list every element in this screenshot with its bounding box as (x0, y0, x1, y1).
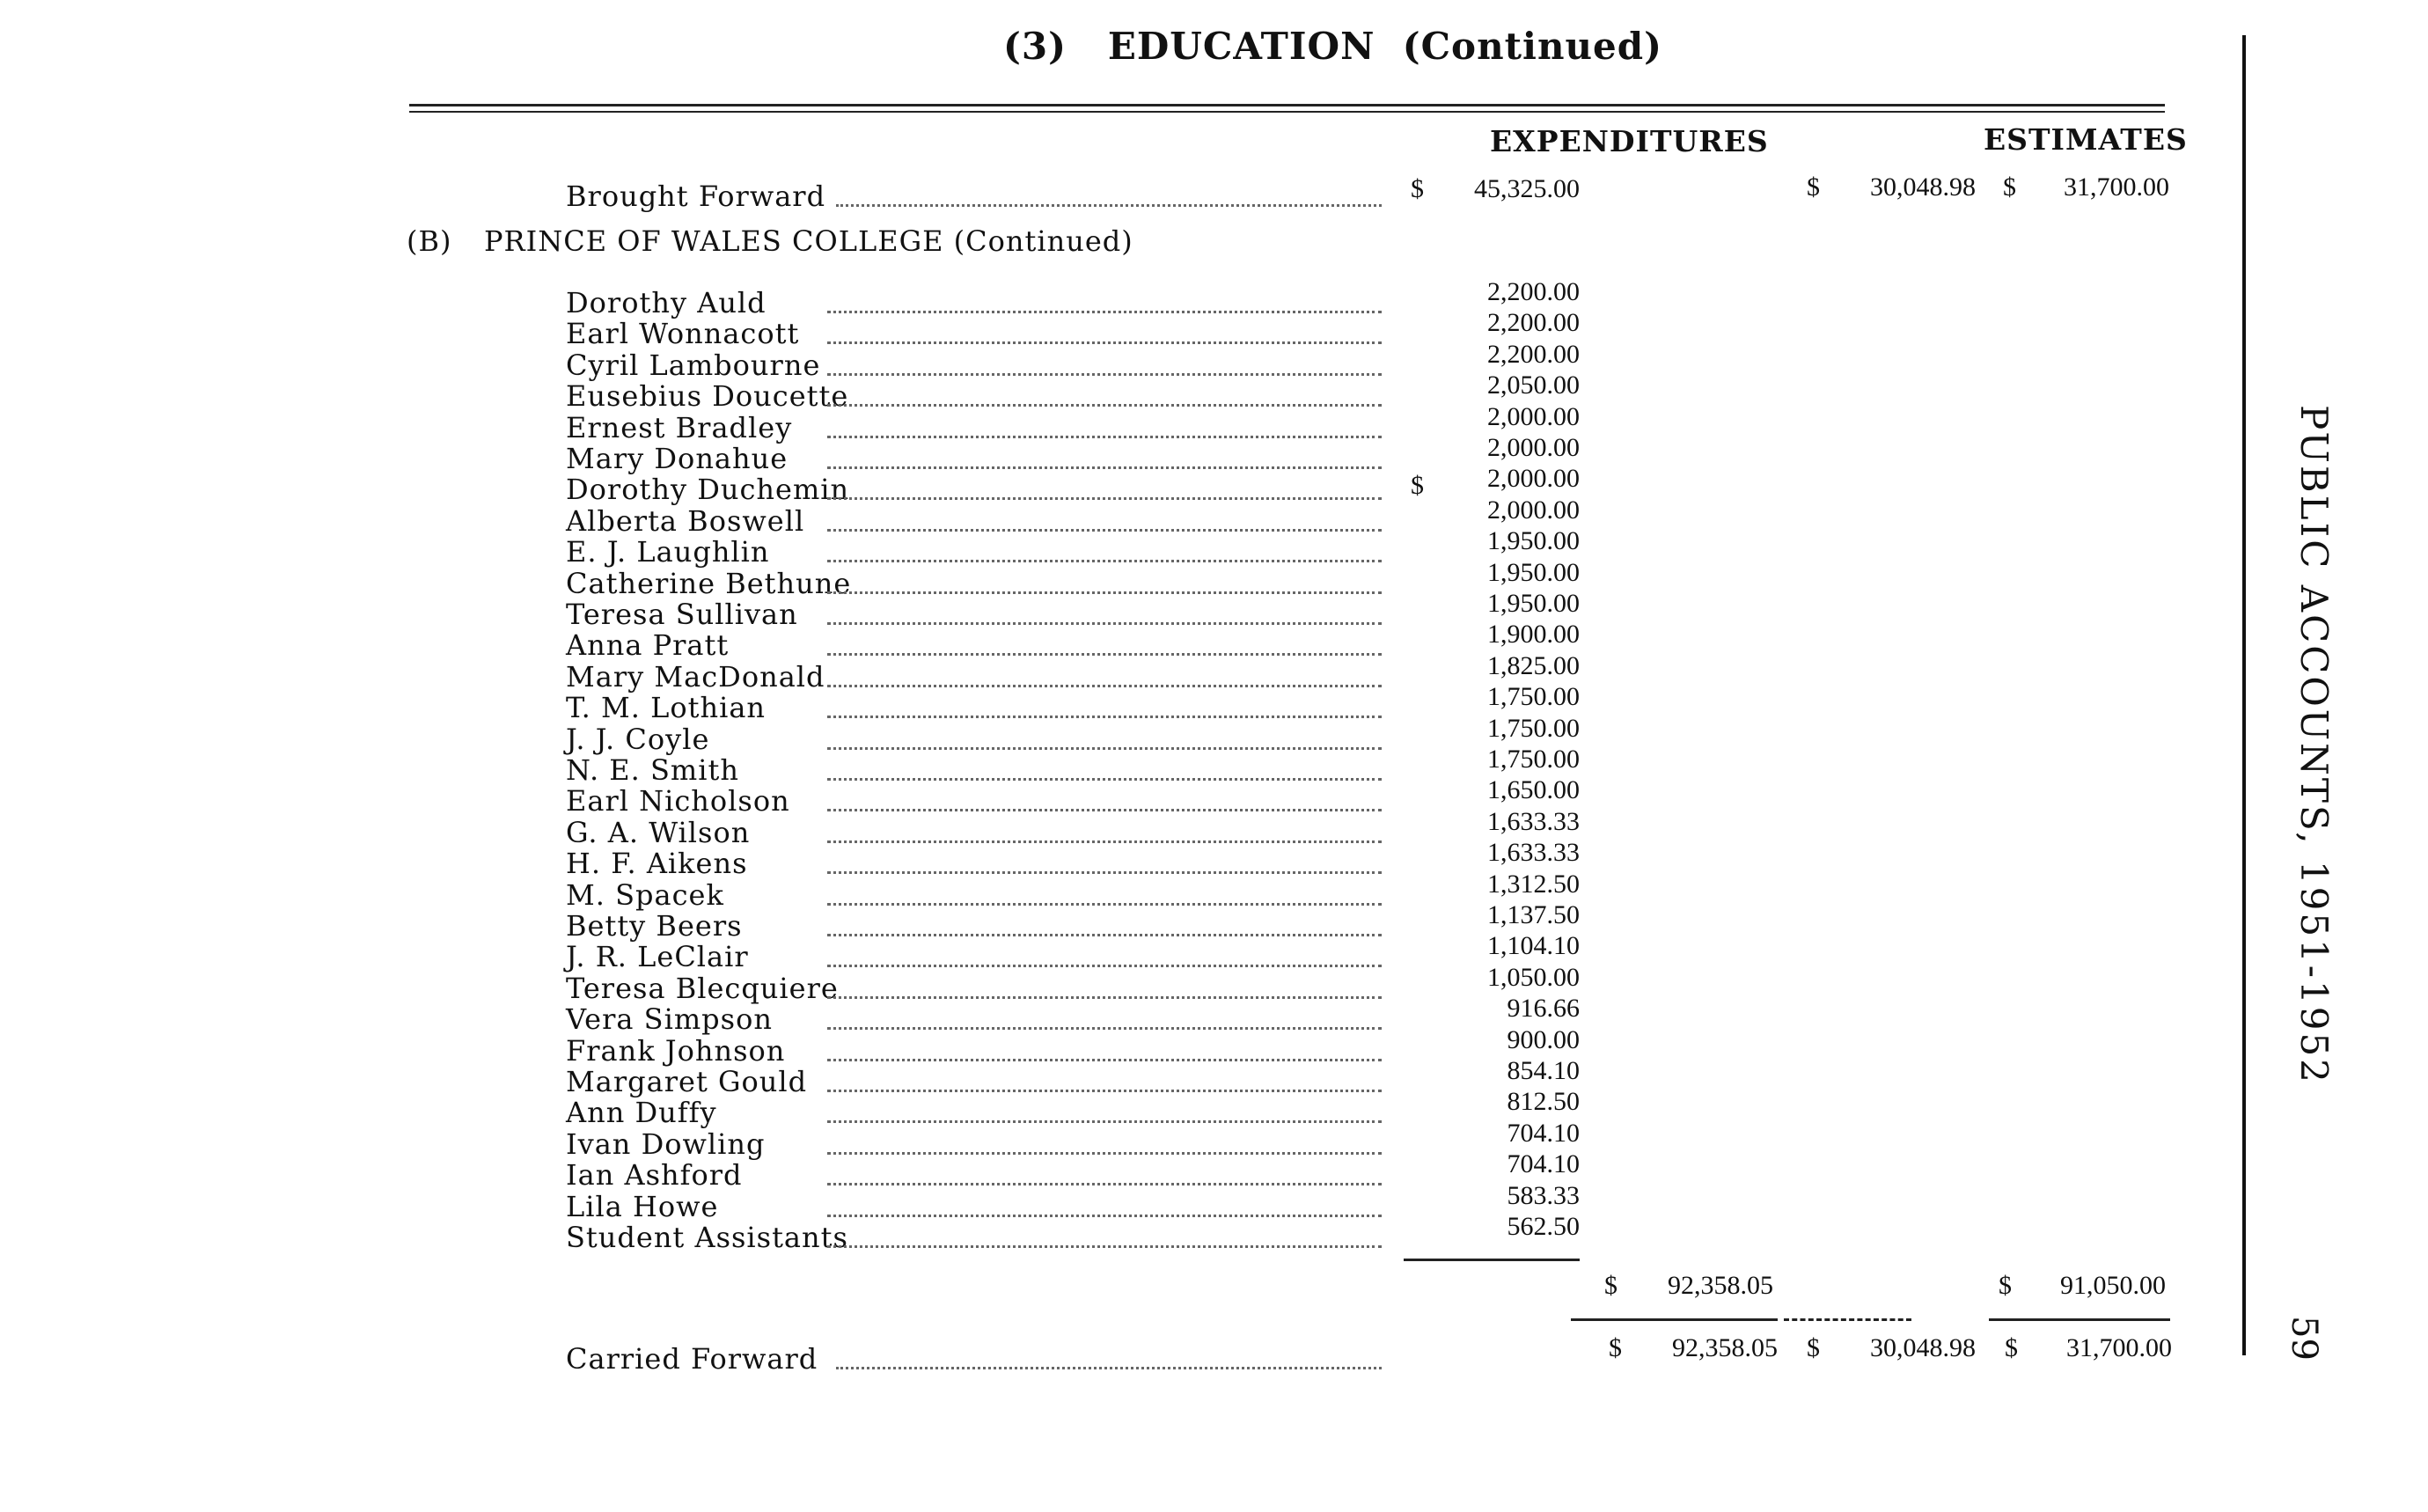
expenditures-header: EXPENDITURES (1490, 124, 1769, 158)
line-item-row (0, 931, 2428, 973)
line-item-amount: 900.00 (1507, 1025, 1580, 1054)
line-item-name: Catherine Bethune (566, 567, 852, 600)
line-item-row (0, 371, 2428, 413)
line-item-name: Eusebius Doucette (566, 379, 849, 413)
line-item-row (0, 340, 2428, 382)
line-item-row (0, 558, 2428, 600)
line-item-row (0, 994, 2428, 1036)
currency-sign: $ (1609, 1333, 1622, 1362)
carried-forward-expenditure: 92,358.05 (1672, 1333, 1778, 1362)
leader-dots (827, 311, 1382, 313)
line-item-amount: 1,950.00 (1487, 589, 1580, 618)
currency-sign: $ (1411, 174, 1424, 203)
line-item-name: Teresa Sullivan (566, 598, 798, 631)
leader-dots (827, 1152, 1382, 1155)
line-item-row (0, 433, 2428, 475)
line-item-amount: 1,137.50 (1487, 900, 1580, 929)
items-total-rule (1404, 1259, 1580, 1261)
leader-dots (836, 204, 1382, 207)
section-continued: (Continued) (953, 224, 1133, 258)
line-item-row (0, 620, 2428, 662)
line-item-row (0, 277, 2428, 319)
line-item-row (0, 1181, 2428, 1223)
header-rule-top (409, 104, 2165, 106)
line-item-amount: 1,900.00 (1487, 620, 1580, 649)
line-item-row (0, 651, 2428, 694)
line-item-name: Student Assistants (566, 1221, 848, 1254)
line-item-amount: 562.50 (1507, 1212, 1580, 1241)
line-item-row (0, 526, 2428, 569)
line-item-row (0, 1149, 2428, 1192)
line-item-name: Cyril Lambourne (566, 349, 821, 382)
line-item-amount: 704.10 (1507, 1119, 1580, 1148)
carried-forward-label: Carried Forward (566, 1342, 818, 1376)
currency-sign: $ (1411, 471, 1424, 500)
line-item-row (0, 589, 2428, 631)
line-item-name: Lila Howe (566, 1190, 719, 1223)
line-item-amount: 1,750.00 (1487, 745, 1580, 774)
line-item-row (0, 464, 2428, 506)
line-item-amount: 1,950.00 (1487, 526, 1580, 555)
leader-dots (827, 685, 1382, 687)
line-item-name: Earl Wonnacott (566, 317, 800, 350)
line-item-row (0, 870, 2428, 912)
line-item-amount: 854.10 (1507, 1056, 1580, 1085)
line-item-name: Mary MacDonald (566, 660, 825, 694)
estimates-header: ESTIMATES (1984, 122, 2188, 157)
line-item-name: Ann Duffy (566, 1096, 717, 1129)
leader-dots (827, 341, 1382, 344)
carried-forward-estimate-2: 31,700.00 (2066, 1333, 2172, 1362)
line-item-amount: 812.50 (1507, 1087, 1580, 1116)
section-number: (3) (1003, 25, 1067, 68)
line-item-row (0, 1212, 2428, 1254)
line-item-row (0, 714, 2428, 756)
line-item-name: Ian Ashford (566, 1158, 743, 1192)
line-item-row (0, 745, 2428, 787)
line-item-name: G. A. Wilson (566, 816, 751, 849)
line-item-row (0, 402, 2428, 444)
header-rule-bottom (409, 111, 2165, 113)
line-item-row (0, 775, 2428, 818)
line-item-amount: 1,633.33 (1487, 807, 1580, 836)
carried-rule-3 (1989, 1318, 2170, 1321)
line-item-amount: 2,000.00 (1487, 495, 1580, 525)
section-code: (B) (407, 224, 452, 258)
line-item-name: T. M. Lothian (566, 691, 766, 724)
line-item-amount: 2,200.00 (1487, 277, 1580, 306)
section-title: EDUCATION (1107, 25, 1375, 68)
line-item-amount: 2,050.00 (1487, 371, 1580, 400)
leader-dots (827, 404, 1382, 407)
line-item-row (0, 963, 2428, 1005)
line-item-name: E. J. Laughlin (566, 535, 770, 569)
line-item-amount: 1,650.00 (1487, 775, 1580, 804)
section-name: PRINCE OF WALES COLLEGE (484, 224, 944, 258)
leader-dots (827, 871, 1382, 874)
leader-dots (827, 1245, 1382, 1248)
leader-dots (827, 1120, 1382, 1123)
leader-dots (827, 466, 1382, 469)
line-item-name: Earl Nicholson (566, 784, 790, 818)
line-item-row (0, 682, 2428, 724)
leader-dots (827, 809, 1382, 811)
line-item-amount: 1,633.33 (1487, 838, 1580, 867)
line-item-amount: 1,050.00 (1487, 963, 1580, 992)
leader-dots (827, 996, 1382, 999)
leader-dots (836, 1367, 1382, 1369)
leader-dots (827, 622, 1382, 625)
line-item-amount: 2,000.00 (1487, 402, 1580, 431)
title-continued: (Continued) (1402, 25, 1662, 68)
line-item-row (0, 807, 2428, 849)
line-item-amount: 1,825.00 (1487, 651, 1580, 680)
page-title (1003, 25, 1662, 68)
subtotal-estimate: 91,050.00 (2060, 1271, 2166, 1300)
line-item-amount: 1,104.10 (1487, 931, 1580, 960)
line-item-amount: 1,750.00 (1487, 682, 1580, 711)
line-item-name: Ivan Dowling (566, 1127, 766, 1161)
page-number: 59 (2284, 1316, 2324, 1361)
leader-dots (827, 903, 1382, 906)
brought-forward-label: Brought Forward (566, 180, 826, 213)
currency-sign: $ (2003, 172, 2016, 202)
line-item-amount: 704.10 (1507, 1149, 1580, 1178)
line-item-row (0, 1025, 2428, 1068)
leader-dots (827, 653, 1382, 656)
line-item-name: J. J. Coyle (566, 723, 710, 756)
currency-sign: $ (1604, 1271, 1617, 1300)
line-item-name: Ernest Bradley (566, 411, 793, 444)
line-item-name: Dorothy Auld (566, 286, 767, 319)
line-item-amount: 2,200.00 (1487, 340, 1580, 369)
currency-sign: $ (1807, 1333, 1820, 1362)
line-item-name: Frank Johnson (566, 1034, 786, 1068)
line-item-name: H. F. Aikens (566, 847, 748, 880)
leader-dots (827, 778, 1382, 781)
line-item-name: Mary Donahue (566, 442, 789, 475)
subtotal-expenditure: 92,358.05 (1668, 1271, 1773, 1300)
line-item-name: Betty Beers (566, 909, 743, 943)
line-item-name: Anna Pratt (566, 628, 730, 662)
leader-dots (827, 1215, 1382, 1217)
leader-dots (827, 1059, 1382, 1061)
leader-dots (827, 965, 1382, 967)
line-item-row (0, 900, 2428, 943)
line-item-name: Alberta Boswell (566, 504, 805, 538)
carried-rule-2 (1784, 1318, 1911, 1321)
carried-forward-estimate-1: 30,048.98 (1870, 1333, 1976, 1362)
currency-sign: $ (1999, 1271, 2012, 1300)
currency-sign: $ (1807, 172, 1820, 202)
line-item-row (0, 308, 2428, 350)
line-item-amount: 583.33 (1507, 1181, 1580, 1210)
leader-dots (827, 529, 1382, 532)
leader-dots (827, 934, 1382, 936)
leader-dots (827, 716, 1382, 718)
line-item-amount: 2,000.00 (1487, 464, 1580, 493)
line-item-name: Teresa Blecquiere (566, 972, 839, 1005)
line-item-row (0, 1119, 2428, 1161)
leader-dots (827, 1090, 1382, 1092)
leader-dots (827, 1183, 1382, 1185)
line-item-amount: 1,750.00 (1487, 714, 1580, 743)
line-item-name: Margaret Gould (566, 1065, 808, 1098)
brought-forward-expenditure: 45,325.00 (1474, 174, 1580, 203)
leader-dots (827, 373, 1382, 376)
running-title: PUBLIC ACCOUNTS, 1951-1952 (2292, 405, 2336, 1085)
line-item-name: Vera Simpson (566, 1002, 773, 1036)
leader-dots (827, 497, 1382, 500)
line-item-row (0, 1056, 2428, 1098)
brought-forward-estimate-2: 31,700.00 (2064, 172, 2169, 202)
line-item-row (0, 1087, 2428, 1129)
margin-rule (2242, 35, 2246, 1355)
line-item-name: N. E. Smith (566, 753, 739, 787)
section-heading (484, 224, 1133, 258)
line-item-name: J. R. LeClair (566, 940, 749, 973)
line-item-amount: 1,312.50 (1487, 870, 1580, 899)
line-item-amount: 2,000.00 (1487, 433, 1580, 462)
leader-dots (827, 840, 1382, 843)
brought-forward-estimate-1: 30,048.98 (1870, 172, 1976, 202)
line-item-row (0, 495, 2428, 538)
line-item-amount: 2,200.00 (1487, 308, 1580, 337)
leader-dots (827, 1027, 1382, 1030)
leader-dots (827, 747, 1382, 750)
carried-rule-1 (1571, 1318, 1778, 1321)
currency-sign: $ (2005, 1333, 2018, 1362)
line-item-name: Dorothy Duchemin (566, 473, 850, 506)
line-item-name: M. Spacek (566, 878, 724, 912)
line-item-row (0, 838, 2428, 880)
line-item-amount: 916.66 (1507, 994, 1580, 1023)
leader-dots (827, 436, 1382, 438)
leader-dots (827, 560, 1382, 562)
line-item-amount: 1,950.00 (1487, 558, 1580, 587)
leader-dots (827, 591, 1382, 594)
